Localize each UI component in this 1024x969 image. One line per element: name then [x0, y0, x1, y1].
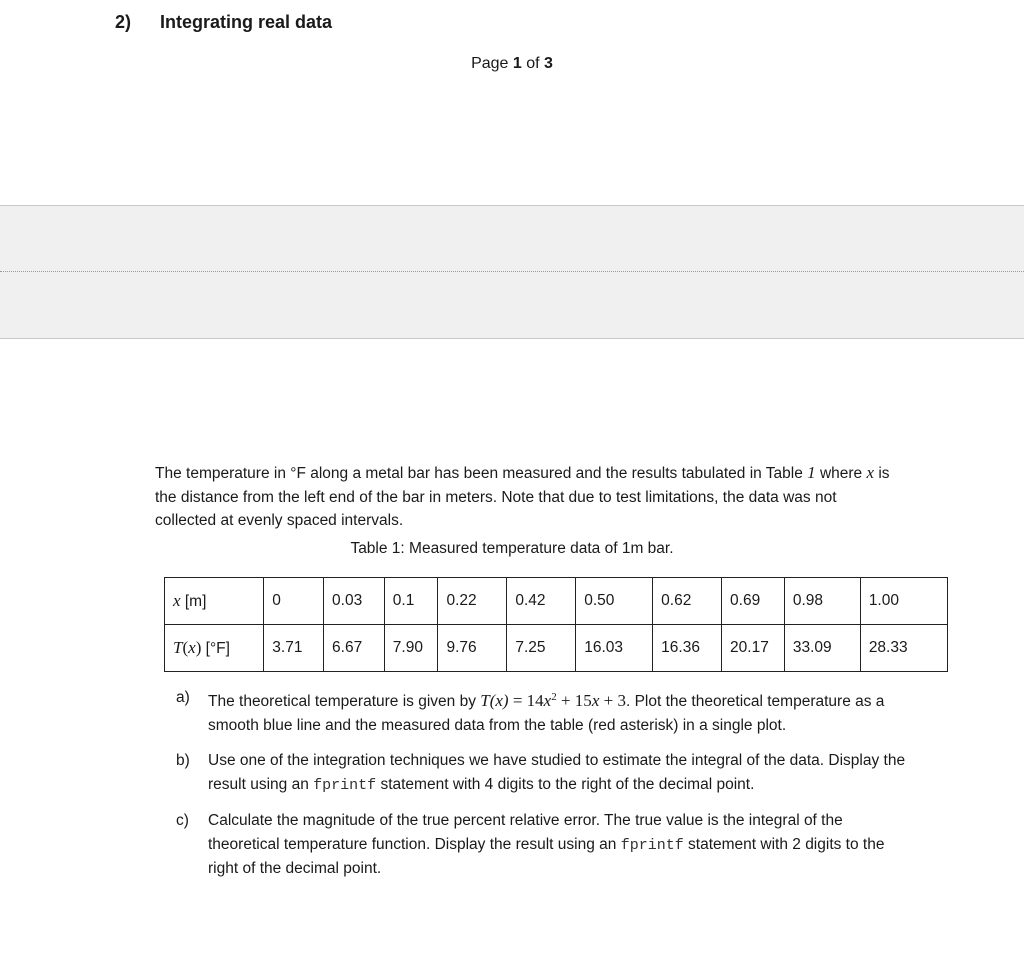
table-cell: 7.25 [507, 625, 576, 672]
part-a: a) The theoretical temperature is given by $T(x) = 14x^2 + 15x + 3$. Plot the theoretical temperature as a smooth blue line and the measured data from the table (red asterisk) in a single plot. [176, 686, 916, 737]
table-cell: 16.36 [653, 625, 722, 672]
table-row-temperature [165, 625, 948, 672]
table-cell: 1.00 [860, 578, 947, 625]
part-label: a) [176, 689, 190, 706]
table-cell: 0.50 [576, 578, 653, 625]
question-title: Integrating real data [160, 12, 333, 32]
page-break-dotted-line [0, 271, 1024, 272]
table-cell: 0.42 [507, 578, 576, 625]
code-fprintf: fprintf [313, 776, 377, 794]
part-label: c) [176, 812, 189, 830]
table-cell: 0.69 [722, 578, 785, 625]
page-break-gap [0, 205, 1024, 339]
table-cell: 0.22 [438, 578, 507, 625]
row-label-x: x [m] [165, 578, 264, 625]
table-cell: 9.76 [438, 625, 507, 672]
table-cell: 28.33 [860, 625, 947, 672]
question-number: 2) [115, 12, 132, 32]
part-c: c) Calculate the magnitude of the true percent relative error. The true value is the integral of the theoretical temperature function. Display the result using an fprintf statement with 2 digits to the right of the decimal point. [176, 809, 916, 881]
temperature-table [164, 577, 948, 672]
table-cell: 16.03 [576, 625, 653, 672]
table-reference: 1 [807, 463, 816, 482]
table-cell: 0.03 [324, 578, 385, 625]
table-cell: 7.90 [384, 625, 438, 672]
equation: T(x) [480, 691, 509, 711]
page-total: 3 [544, 55, 553, 72]
intro-paragraph: The temperature in °F along a metal bar has been measured and the results tabulated in Table 1 where x is the distance from the left end of the bar in meters. Note that due to test limitations, the data was not collected at evenly spaced intervals. [155, 463, 890, 529]
question-parts-list [176, 686, 916, 893]
table-cell: 6.67 [324, 625, 385, 672]
code-fprintf: fprintf [620, 836, 684, 854]
row-label-temperature: T(x) [°F] [165, 625, 264, 672]
table-cell: 0.1 [384, 578, 438, 625]
table-cell: 0.62 [653, 578, 722, 625]
table-cell: 0 [264, 578, 324, 625]
page-current: 1 [512, 55, 522, 72]
page-indicator: Page 1 of 3 [471, 55, 553, 72]
part-label: b) [176, 752, 190, 770]
part-b: b) Use one of the integration techniques we have studied to estimate the integral of the data. Display the result using an fprintf statement with 4 digits to the right of the decimal point. [176, 749, 916, 797]
table-cell: 3.71 [264, 625, 324, 672]
table-cell: 0.98 [784, 578, 860, 625]
table-caption: Table 1: Measured temperature data of 1m bar. [350, 540, 674, 557]
table-cell: 33.09 [784, 625, 860, 672]
table-row-x [165, 578, 948, 625]
table-cell: 20.17 [722, 625, 785, 672]
